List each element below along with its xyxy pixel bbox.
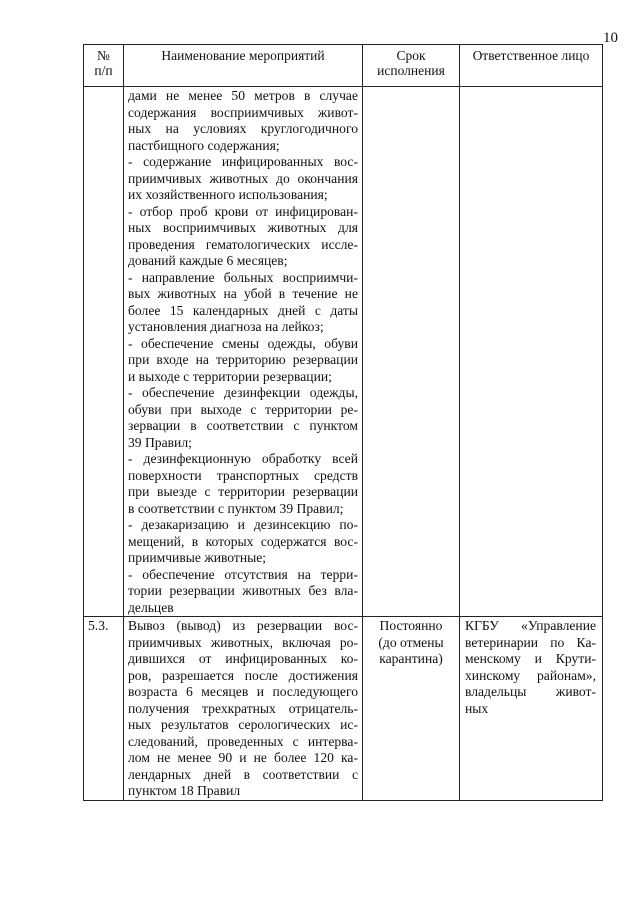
row2-line: ных результатов серологических ис- — [128, 717, 358, 732]
row1-line: установления диагноза на лейкоз; — [128, 319, 324, 334]
row1-line: поверхности транспортных средств — [128, 467, 358, 483]
header-num — [84, 45, 124, 87]
row2-num-cell — [84, 617, 124, 801]
row2-term-cell — [363, 617, 460, 801]
row1-line: - содержание инфицированных вос- — [128, 154, 358, 169]
row2-responsible-cell — [460, 617, 603, 801]
row1-num-cell — [84, 87, 124, 617]
header-responsible-label: Ответственное лицо — [472, 48, 590, 63]
row2-line: пунктом 18 Правил — [128, 783, 241, 798]
row2-line: следований, проведенных с интерва- — [128, 733, 358, 749]
row1-term-cell — [363, 87, 460, 617]
row1-responsible-cell — [460, 87, 603, 617]
row2-line: лендарных дней в соответствии с — [128, 766, 358, 782]
header-name-label: Наименование мероприятий — [161, 48, 325, 63]
row1-line: приимчивых животных до окончания — [128, 170, 358, 186]
row1-line: более 15 календарных дней с даты — [128, 302, 358, 318]
row2-num: 5.3. — [88, 618, 109, 633]
row1-line: зервации в соответствии с пунктом — [128, 418, 358, 433]
row1-line: дельцев — [128, 599, 174, 615]
row2-resp-line: ных — [465, 700, 489, 716]
row2-line: приимчивых животных, включая ро- — [128, 634, 358, 650]
row1-line: ных восприимчивых животных для — [128, 220, 358, 235]
row1-line: тории резервации животных без вла- — [128, 583, 358, 598]
header-num-label: № п/п — [94, 48, 113, 78]
row1-line: дований каждые 6 месяцев; — [128, 253, 288, 268]
row1-line: мещений, в которых содержатся вос- — [128, 533, 358, 549]
row1-line: - обеспечение смены одежды, обуви — [128, 335, 358, 351]
row2-line: Вывоз (вывод) из резервации вос- — [128, 618, 358, 633]
table-header-row — [84, 45, 603, 87]
table-row — [84, 87, 603, 617]
row1-line: проведения гематологических иссле- — [128, 236, 358, 252]
header-term — [363, 45, 460, 87]
row1-line: - обеспечение отсутствия на терри- — [128, 566, 358, 582]
row1-line: - отбор проб крови от инфицирован- — [128, 203, 358, 219]
row1-line: - направление больных восприимчи- — [128, 269, 358, 285]
row1-line: и выходе с территории резервации; — [128, 368, 332, 384]
row2-resp-line: владельцы живот- — [465, 684, 596, 699]
row2-resp-line: менскому и Крути- — [465, 651, 596, 666]
row1-line: - обеспечение дезинфекции одежды, — [128, 385, 358, 400]
row2-term-line: Постоянно — [379, 618, 443, 633]
header-term-label: Срок исполнения — [377, 48, 445, 78]
row1-line: их хозяйственного использования; — [128, 187, 328, 202]
row1-line: - дезакаризацию и дезинсекцию по- — [128, 517, 358, 532]
row1-line: содержания восприимчивых живот- — [128, 104, 358, 120]
row2-line: получения трехкратных отрицатель- — [128, 700, 358, 716]
row1-line: обуви при выходе с территории ре- — [128, 401, 358, 417]
row2-term-line: карантина) — [379, 651, 443, 666]
row1-line: при выезде с территории резервации — [128, 484, 358, 499]
row1-line: - дезинфекционную обработку всей — [128, 451, 358, 466]
measures-table — [83, 44, 603, 801]
row2-resp-line: хинскому районам», — [465, 667, 596, 683]
row1-line: ных на условиях круглогодичного — [128, 121, 358, 136]
row2-resp-line: КГБУ «Управление — [465, 618, 596, 633]
table-row — [84, 617, 603, 801]
row1-line: 39 Правил; — [128, 434, 192, 450]
row1-line: вых животных на убой в течение не — [128, 286, 358, 301]
row1-line: приимчивые животные; — [128, 550, 267, 565]
row1-name-cell — [124, 87, 363, 617]
row1-line: дами не менее 50 метров в случае — [128, 88, 358, 103]
row2-term-line: (до отмены — [378, 634, 444, 650]
row2-line: лом не менее 90 и не более 120 ка- — [128, 750, 358, 765]
row1-line: пастбищного содержания; — [128, 137, 280, 153]
row2-line: дившихся от инфицированных ко- — [128, 651, 358, 666]
page-number: 10 — [603, 30, 618, 46]
row2-line: возраста 6 месяцев и последующего — [128, 684, 358, 699]
row2-name-cell — [124, 617, 363, 801]
row2-resp-line: ветеринарии по Ка- — [465, 634, 596, 650]
row1-line: в соответствии с пунктом 39 Правил; — [128, 500, 344, 516]
header-responsible — [460, 45, 603, 87]
row1-line: при входе на территорию резервации — [128, 352, 358, 367]
header-name — [124, 45, 363, 87]
row2-line: ров, разрешается после достижения — [128, 667, 358, 683]
